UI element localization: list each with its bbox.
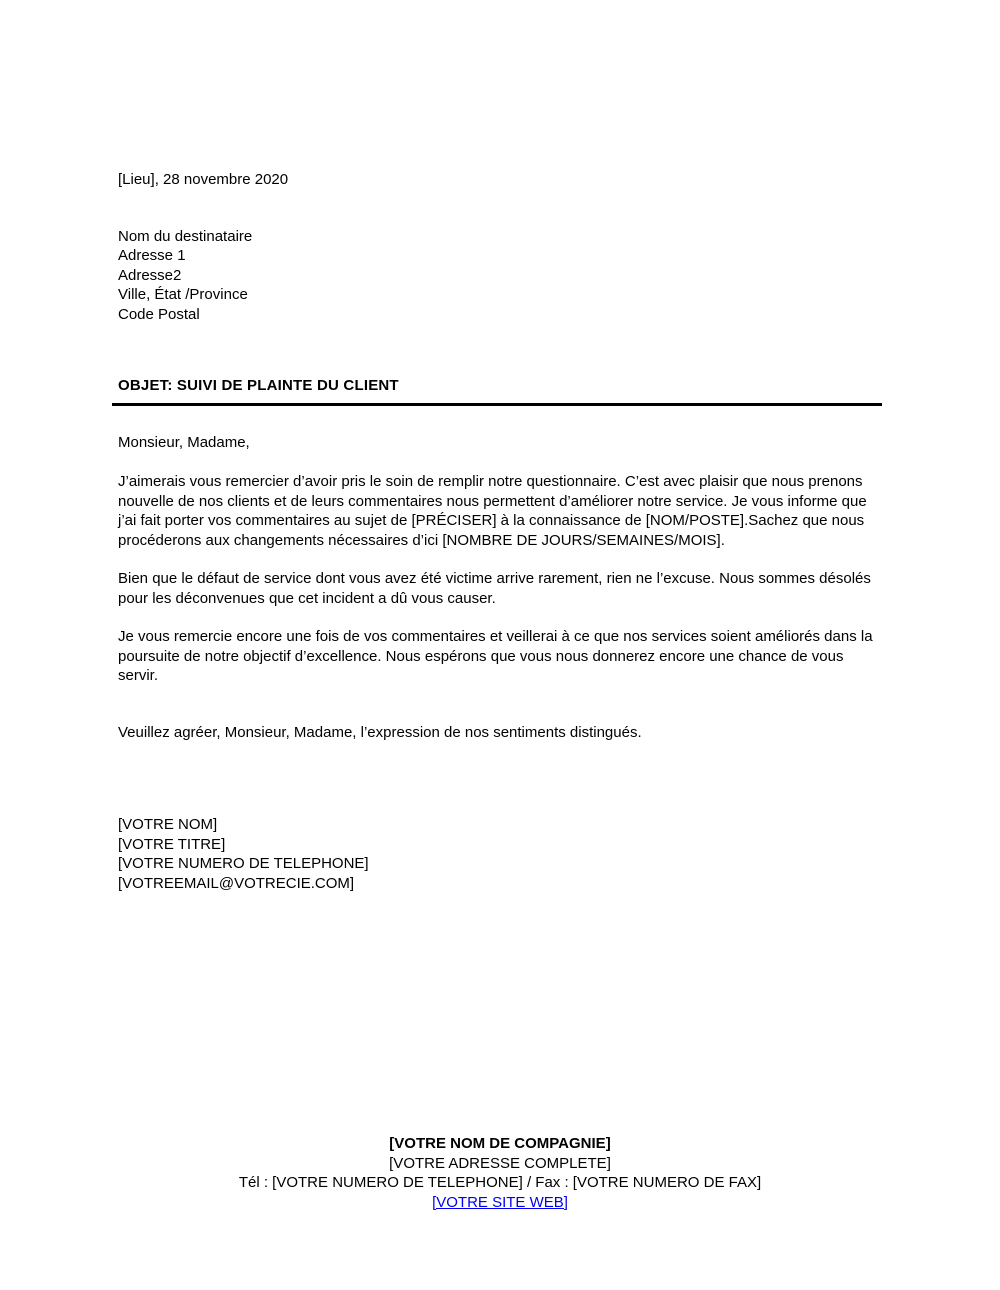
- footer-website-link[interactable]: [VOTRE SITE WEB]: [432, 1193, 568, 1211]
- signature-name: [VOTRE NOM]: [118, 816, 218, 833]
- body-paragraph-2: Bien que le défaut de service dont vous avez été victime arrive rarement, rien ne l’excuse. Nous sommes désolés pour les déconvenues que cet incident a dû vous causer.: [118, 570, 871, 607]
- subject-line: OBJET: SUIVI DE PLAINTE DU CLIENT: [118, 377, 399, 394]
- body-paragraph-3: Je vous remercie encore une fois de vos commentaires et veillerai à ce que nos services soient améliorés dans la poursuite de notre objectif d’excellence. Nous espérons que vous nous donnerez encore une chance de vous servir.: [118, 628, 873, 684]
- salutation: Monsieur, Madame,: [118, 433, 250, 451]
- recipient-block: [118, 227, 882, 325]
- recipient-name: Nom du destinataire: [118, 227, 253, 245]
- recipient-postal-code: Code Postal: [118, 305, 200, 323]
- letter-body: [118, 170, 882, 893]
- subject-divider-rule: [112, 403, 882, 406]
- recipient-address2: Adresse2: [118, 266, 182, 284]
- signature-email: [VOTREEMAIL@VOTRECIE.COM]: [118, 874, 355, 892]
- footer-phone-fax: Tél : [VOTRE NUMERO DE TELEPHONE] / Fax : [VOTRE NUMERO DE FAX]: [238, 1174, 762, 1191]
- closing-line: Veuillez agréer, Monsieur, Madame, l’expression de nos sentiments distingués.: [118, 723, 642, 741]
- recipient-city-state: Ville, État /Province: [118, 286, 248, 303]
- company-footer: [0, 1134, 1000, 1212]
- footer-company-name: [VOTRE NOM DE COMPAGNIE]: [389, 1135, 611, 1152]
- date-line: [Lieu], 28 novembre 2020: [118, 171, 289, 188]
- signature-block: [118, 815, 882, 893]
- recipient-address1: Adresse 1: [118, 247, 186, 264]
- signature-phone: [VOTRE NUMERO DE TELEPHONE]: [118, 855, 369, 872]
- body-paragraph-1: J’aimerais vous remercier d’avoir pris le soin de remplir notre questionnaire. C’est avec plaisir que nous prenons nouvelle de nos clients et de leurs commentaires nous permettent d’améliorer notre service. Je vous informe que j’ai fait porter vos commentaires au sujet de [PRÉCISER] à la connaissance de [NOM/POSTE].Sachez que nous procéderons aux changements nécessaires d’ici [NOMBRE DE JOURS/SEMAINES/MOIS].: [118, 473, 867, 549]
- footer-company-address: [VOTRE ADRESSE COMPLETE]: [389, 1154, 611, 1172]
- signature-title: [VOTRE TITRE]: [118, 835, 226, 853]
